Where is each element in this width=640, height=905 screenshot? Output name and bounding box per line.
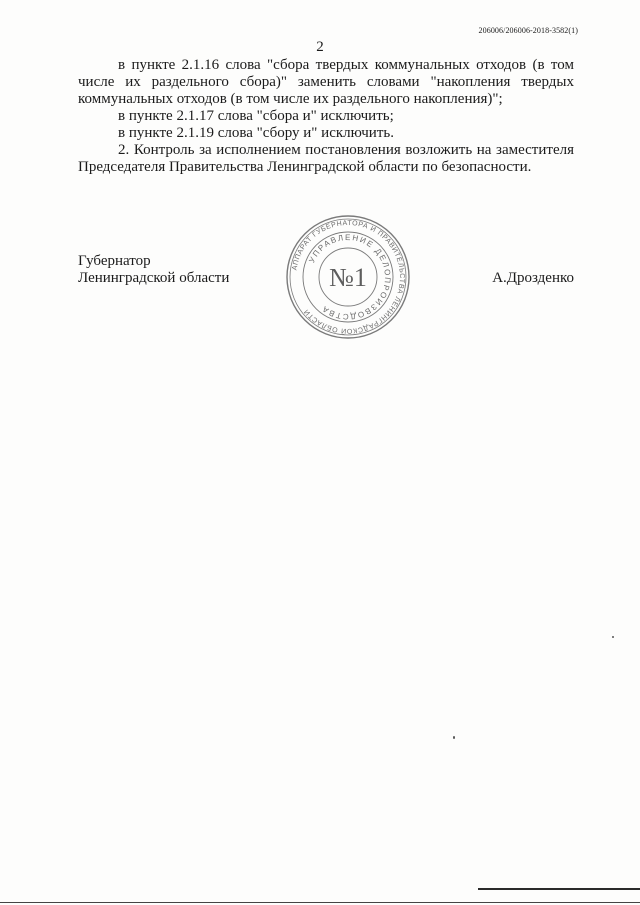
stamp-inner-text: УПРАВЛЕНИЕ ДЕЛОПРОИЗВОДСТВА [307,232,393,322]
scan-speck [612,636,614,638]
official-stamp [283,212,413,342]
stamp-ring-text: АППАРАТ ГУБЕРНАТОРА И ПРАВИТЕЛЬСТВА ЛЕНИНГРАДСКОЙ ОБЛАСТИ [291,219,406,335]
scan-speck [453,736,455,739]
stamp-number: №1 [329,263,367,292]
scan-edge-line [0,902,640,903]
signatory-title-line2: Ленинградской области [78,270,230,286]
scan-edge-line [478,888,640,890]
page-number: 2 [316,39,324,55]
paragraph-2-1-17: в пункте 2.1.17 слова "сбора и" исключить; [118,108,394,124]
paragraph-control: 2. Контроль за исполнением постановления возложить на заместителя Председателя Правительства Ленинградской области по безопасности. [78,142,574,175]
paragraph-2-1-19: в пункте 2.1.19 слова "сбору и" исключить. [118,125,394,141]
document-id: 206006/206006-2018-3582(1) [478,26,578,35]
document-body [78,57,574,176]
paragraph-2-1-16: в пункте 2.1.16 слова "сбора твердых коммунальных отходов (в том числе их раздельного сбора)" заменить словами "накопления твердых коммунальных отходов (в том числе их раздельного накопления)"; [78,57,574,107]
signatory-name: А.Дрозденко [492,270,574,286]
signatory-title-line1: Губернатор [78,253,151,269]
